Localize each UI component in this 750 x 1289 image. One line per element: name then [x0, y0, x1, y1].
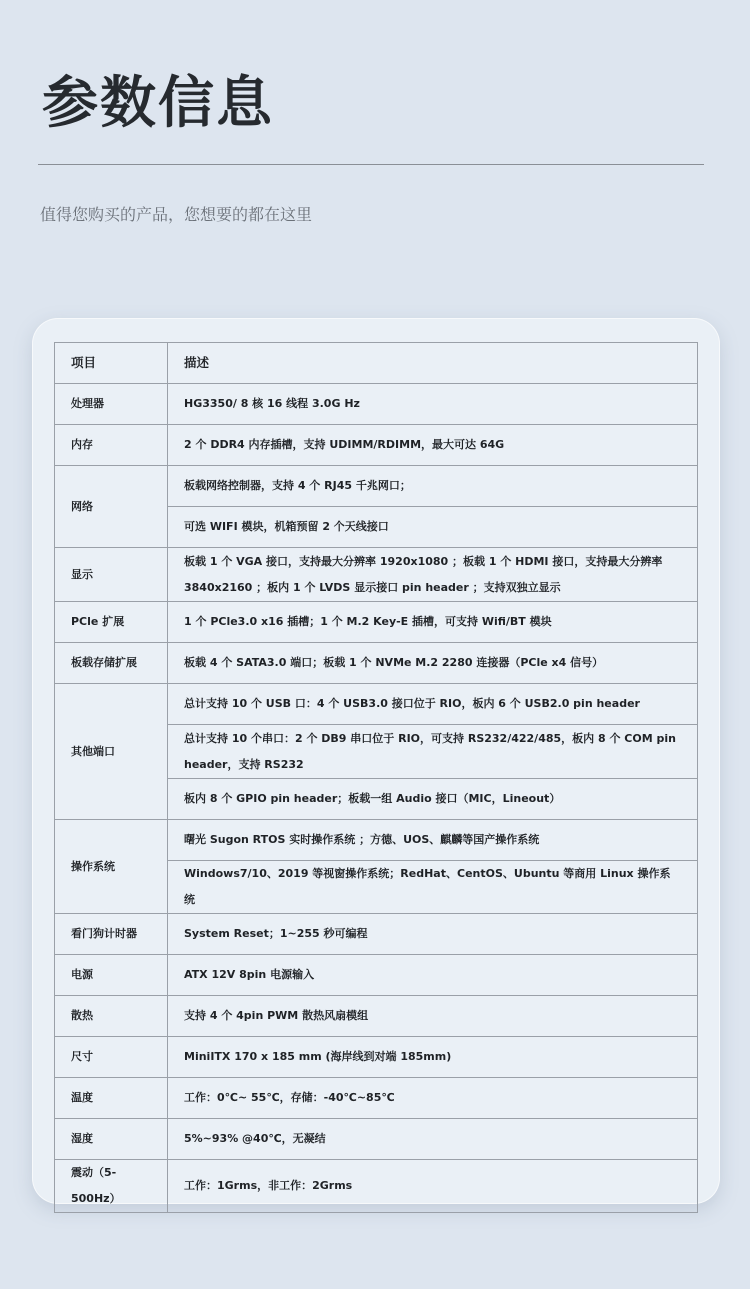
table-row: [55, 1119, 698, 1160]
row-key: 操作系统: [55, 820, 168, 914]
page-title: 参数信息: [42, 71, 274, 136]
row-value-line: header，支持 RS232: [184, 758, 304, 771]
row-value: 板载 4 个 SATA3.0 端口；板载 1 个 NVMe M.2 2280 连接器（PCle x4 信号）: [168, 643, 698, 684]
row-value: [168, 725, 698, 779]
row-value-line: 总计支持 10 个串口：2 个 DB9 串口位于 RIO，可支持 RS232/422/485，板内 8 个 COM pin: [184, 732, 676, 745]
row-key: 处理器: [55, 384, 168, 425]
header-description: 描述: [168, 343, 698, 384]
table-row: [55, 548, 698, 602]
row-key: 温度: [55, 1078, 168, 1119]
table-row: [55, 820, 698, 861]
table-row: [55, 1037, 698, 1078]
row-key: 板载存储扩展: [55, 643, 168, 684]
row-value: MiniITX 170 x 185 mm (海岸线到对端 185mm): [168, 1037, 698, 1078]
table-row: [55, 1160, 698, 1213]
row-value: 工作：1Grms，非工作：2Grms: [168, 1160, 698, 1213]
table-row: [55, 643, 698, 684]
table-row: [55, 996, 698, 1037]
row-value: 总计支持 10 个 USB 口：4 个 USB3.0 接口位于 RIO，板内 6 个 USB2.0 pin header: [168, 684, 698, 725]
table-row: [55, 425, 698, 466]
row-value: [168, 548, 698, 602]
page-subtitle: 值得您购买的产品，您想要的都在这里: [40, 205, 313, 224]
row-value: 1 个 PCle3.0 x16 插槽；1 个 M.2 Key-E 插槽，可支持 Wifi/BT 模块: [168, 602, 698, 643]
title-divider: [38, 164, 704, 165]
table-row: [55, 466, 698, 507]
row-value: 5%~93% @40℃，无凝结: [168, 1119, 698, 1160]
row-value: 支持 4 个 4pin PWM 散热风扇模组: [168, 996, 698, 1037]
spec-table: [54, 342, 698, 1213]
row-key: 网络: [55, 466, 168, 548]
row-key: 电源: [55, 955, 168, 996]
row-value: 工作：0℃~ 55℃，存储：-40℃~85℃: [168, 1078, 698, 1119]
table-row: [55, 684, 698, 725]
table-row: [55, 384, 698, 425]
row-value: 板内 8 个 GPIO pin header；板载一组 Audio 接口（MIC，Lineout）: [168, 779, 698, 820]
row-key: 散热: [55, 996, 168, 1037]
row-key: 内存: [55, 425, 168, 466]
row-value: 2 个 DDR4 内存插槽，支持 UDIMM/RDIMM，最大可达 64G: [168, 425, 698, 466]
row-value: HG3350/ 8 核 16 线程 3.0G Hz: [168, 384, 698, 425]
row-value: System Reset；1~255 秒可编程: [168, 914, 698, 955]
row-value: 板载网络控制器，支持 4 个 RJ45 千兆网口；: [168, 466, 698, 507]
table-row: [55, 955, 698, 996]
row-value: 曙光 Sugon RTOS 实时操作系统 ；方德、UOS、麒麟等国产操作系统: [168, 820, 698, 861]
table-row: [55, 1078, 698, 1119]
row-key: PCle 扩展: [55, 602, 168, 643]
row-value: ATX 12V 8pin 电源输入: [168, 955, 698, 996]
row-key: 尺寸: [55, 1037, 168, 1078]
table-row: [55, 914, 698, 955]
row-value: 可选 WIFI 模块，机箱预留 2 个天线接口: [168, 507, 698, 548]
row-key: 湿度: [55, 1119, 168, 1160]
row-key: 其他端口: [55, 684, 168, 820]
spec-card: [32, 318, 720, 1204]
row-key: 震动（5-500Hz）: [55, 1160, 168, 1213]
table-header-row: [55, 343, 698, 384]
row-key: 看门狗计时器: [55, 914, 168, 955]
header-item: 项目: [55, 343, 168, 384]
table-row: [55, 602, 698, 643]
row-value: Windows7/10、2019 等视窗操作系统；RedHat、CentOS、Ubuntu 等商用 Linux 操作系统: [168, 861, 698, 914]
row-value-line: 3840x2160 ；板内 1 个 LVDS 显示接口 pin header ；支持双独立显示: [184, 581, 561, 594]
row-key: 显示: [55, 548, 168, 602]
row-value-line: 板载 1 个 VGA 接口，支持最大分辨率 1920x1080 ；板载 1 个 HDMI 接口，支持最大分辨率: [184, 555, 663, 568]
